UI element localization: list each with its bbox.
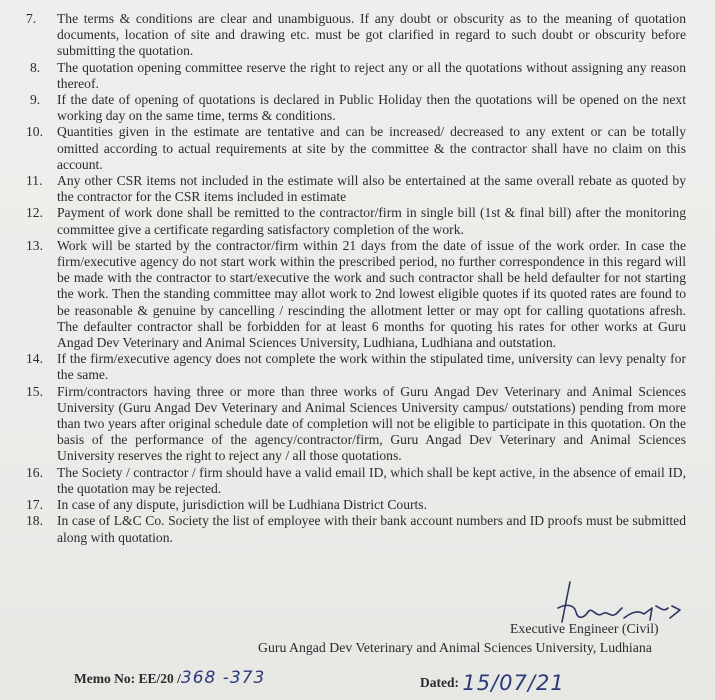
clause-item: [26, 238, 686, 351]
clause-item: [26, 513, 686, 545]
university-name: Guru Angad Dev Veterinary and Animal Sciences University, Ludhiana: [258, 640, 652, 655]
clause-text: In case of L&C Co. Society the list of employee with their bank account numbers and ID proofs must be submitted along with quotation.: [57, 513, 686, 545]
clause-item: [26, 351, 686, 383]
memo-number: [74, 668, 265, 688]
clause-number: 16.: [26, 464, 43, 480]
clause-item: [26, 92, 686, 124]
clause-text: In case of any dispute, jurisdiction will be Ludhiana District Courts.: [57, 497, 427, 513]
dated-label: Dated:: [420, 675, 459, 690]
clause-number: 12.: [26, 205, 43, 221]
clause-text: The Society / contractor / firm should have a valid email ID, which shall be kept active, in the absence of email ID, the quotation may be rejected.: [57, 464, 686, 496]
clauses-list: [26, 11, 686, 546]
clause-number: 9.: [30, 92, 41, 108]
clause-item: [26, 60, 686, 92]
clause-text: The quotation opening committee reserve the right to reject any or all the quotations without assigning any reason thereof.: [57, 59, 686, 91]
clause-number: 18.: [26, 513, 43, 529]
clause-number: 15.: [26, 383, 43, 399]
clause-item: [26, 124, 686, 173]
clause-text: Firm/contractors having three or more than three works of Guru Angad Dev Veterinary and Animal Sciences University (Guru Angad Dev Veterinary and Animal Sciences University campus/ outstations) pending from more than two years after original schedule date of completion will not be eligible to participate in this quotation. On the basis of the performance of the agency/contractor/firm, Guru Angad Dev Veterinary and Animal Sciences University reserves the right to reject any / all those quotations.: [57, 383, 686, 464]
clause-number: 8.: [30, 59, 41, 75]
clause-text: If the firm/executive agency does not complete the work within the stipulated time, university can levy penalty for the same.: [57, 351, 686, 383]
signatory-title: Executive Engineer (Civil): [510, 621, 659, 636]
clause-number: 10.: [26, 124, 43, 140]
clause-text: Payment of work done shall be remitted to the contractor/firm in single bill (1st & final bill) after the monitoring committee give a certificate regarding satisfactory completion of the work.: [57, 205, 686, 237]
clause-number: 17.: [26, 497, 43, 513]
clause-number: 13.: [26, 237, 43, 253]
clause-number: 7.: [26, 11, 37, 26]
clause-item: [26, 173, 686, 205]
clause-text: The terms & conditions are clear and unambiguous. If any doubt or obscurity as to the meaning of quotation documents, location of site and drawing etc. must be got clarified in regard to such doubt or obscurity before submitting the quotation.: [57, 11, 686, 59]
memo-label: Memo No: EE/20 /: [74, 671, 181, 686]
dated-line: [420, 668, 565, 695]
clause-text: Quantities given in the estimate are tentative and can be increased/ decreased to any extent or can be totally omitted according to actual requirements at site by the committee & the contractor shall have no claim on this account.: [57, 124, 686, 172]
clause-number: 14.: [26, 351, 43, 367]
clause-item: [26, 497, 686, 513]
dated-handwritten-date: 15/07/21: [462, 671, 565, 695]
clause-item: [26, 11, 686, 60]
clause-item: [26, 205, 686, 237]
clause-item: [26, 465, 686, 497]
clause-number: 11.: [26, 173, 43, 189]
clause-text: If the date of opening of quotations is declared in Public Holiday then the quotations will be opened on the next working day on the same time, terms & conditions.: [57, 92, 686, 124]
clause-text: Work will be started by the contractor/firm within 21 days from the date of issue of the work order. In case the firm/executive agency do not start work within the prescribed period, no further correspondence in this regard will be made with the contractor to start/executive the work and such contractor shall be held defaulter for not starting the work. Then the standing committee may allot work to 2nd lowest eligible quotes if its quoted rates are found to be reasonable & genuine by cancelling / rescinding the allotment letter or may opt for calling quotations afresh. The defaulter contractor shall be forbidden for at least 6 months for quoting his rates for other works at Guru Angad Dev Veterinary and Animal Sciences University, Ludhiana, Ludhiana and outstation.: [57, 237, 686, 351]
clause-item: [26, 384, 686, 465]
memo-handwritten-number: 368 -373: [180, 668, 266, 688]
clause-text: Any other CSR items not included in the estimate will also be entertained at the same overall rebate as quoted by the contractor for the CSR items included in estimate: [57, 173, 686, 205]
